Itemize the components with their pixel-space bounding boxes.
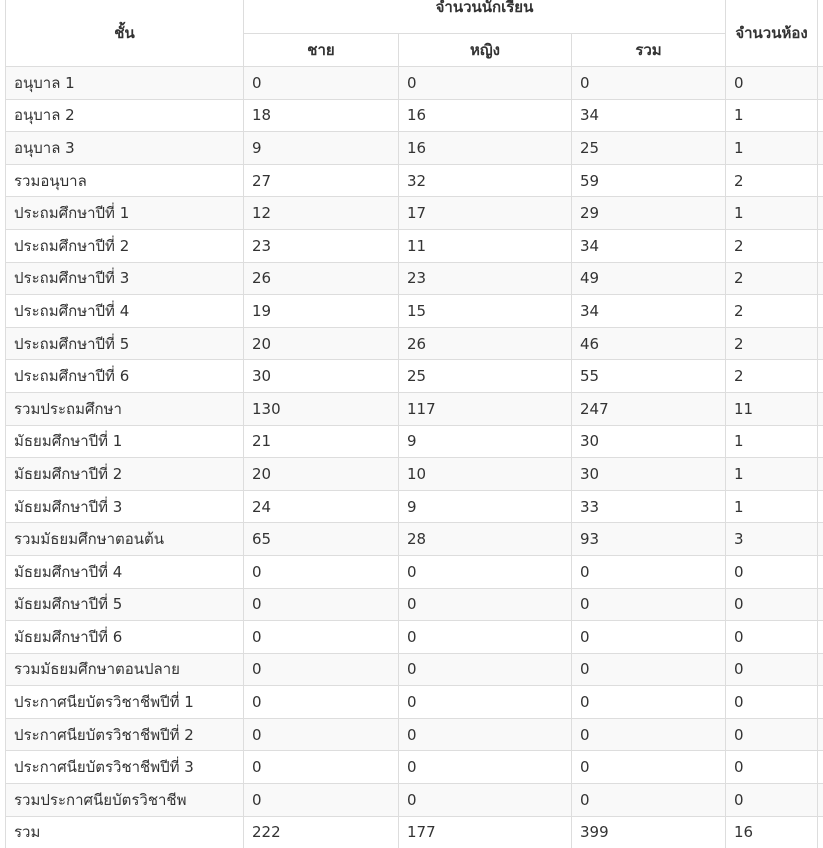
cell-level: รวมประถมศึกษา xyxy=(6,392,244,425)
cell-level: ประถมศึกษาปีที่ 4 xyxy=(6,295,244,328)
header-extra xyxy=(818,0,823,67)
cell-male: 24 xyxy=(244,490,399,523)
cell-total: 34 xyxy=(572,295,726,328)
cell-total: 0 xyxy=(572,751,726,784)
table-row xyxy=(6,99,823,132)
cell-total: 0 xyxy=(572,67,726,100)
cell-extra xyxy=(818,653,823,686)
cell-female: 0 xyxy=(399,555,572,588)
cell-extra xyxy=(818,425,823,458)
cell-level: ประถมศึกษาปีที่ 6 xyxy=(6,360,244,393)
cell-male: 19 xyxy=(244,295,399,328)
cell-rooms: 2 xyxy=(726,164,818,197)
header-total: รวม xyxy=(572,34,726,67)
header-female: หญิง xyxy=(399,34,572,67)
student-stats-table xyxy=(5,0,823,848)
cell-level: ประกาศนียบัตรวิชาชีพปีที่ 1 xyxy=(6,686,244,719)
cell-total: 49 xyxy=(572,262,726,295)
cell-total: 34 xyxy=(572,229,726,262)
cell-extra xyxy=(818,67,823,100)
cell-extra xyxy=(818,621,823,654)
table-row xyxy=(6,523,823,556)
cell-rooms: 1 xyxy=(726,458,818,491)
cell-total: 46 xyxy=(572,327,726,360)
cell-rooms: 1 xyxy=(726,99,818,132)
cell-total: 30 xyxy=(572,425,726,458)
cell-female: 0 xyxy=(399,686,572,719)
table-row xyxy=(6,392,823,425)
cell-extra xyxy=(818,164,823,197)
cell-female: 9 xyxy=(399,425,572,458)
cell-level: มัธยมศึกษาปีที่ 6 xyxy=(6,621,244,654)
cell-level: มัธยมศึกษาปีที่ 1 xyxy=(6,425,244,458)
cell-rooms: 2 xyxy=(726,229,818,262)
table-row xyxy=(6,490,823,523)
cell-female: 0 xyxy=(399,67,572,100)
cell-extra xyxy=(818,490,823,523)
cell-female: 16 xyxy=(399,132,572,165)
cell-level: ประกาศนียบัตรวิชาชีพปีที่ 2 xyxy=(6,718,244,751)
cell-male: 23 xyxy=(244,229,399,262)
cell-level: ประถมศึกษาปีที่ 1 xyxy=(6,197,244,230)
cell-female: 16 xyxy=(399,99,572,132)
cell-rooms: 0 xyxy=(726,718,818,751)
cell-male: 9 xyxy=(244,132,399,165)
cell-total: 399 xyxy=(572,816,726,848)
cell-rooms: 3 xyxy=(726,523,818,556)
table-row xyxy=(6,621,823,654)
cell-extra xyxy=(818,555,823,588)
table-row xyxy=(6,816,823,848)
cell-level: รวม xyxy=(6,816,244,848)
table-row xyxy=(6,751,823,784)
cell-total: 93 xyxy=(572,523,726,556)
cell-level: อนุบาล 3 xyxy=(6,132,244,165)
cell-male: 18 xyxy=(244,99,399,132)
cell-extra xyxy=(818,458,823,491)
table-header xyxy=(6,0,823,67)
cell-male: 0 xyxy=(244,588,399,621)
cell-total: 247 xyxy=(572,392,726,425)
cell-male: 0 xyxy=(244,67,399,100)
cell-rooms: 2 xyxy=(726,327,818,360)
cell-level: รวมมัธยมศึกษาตอนต้น xyxy=(6,523,244,556)
cell-level: อนุบาล 2 xyxy=(6,99,244,132)
table-row xyxy=(6,295,823,328)
cell-rooms: 0 xyxy=(726,621,818,654)
cell-rooms: 2 xyxy=(726,262,818,295)
table-row xyxy=(6,132,823,165)
cell-male: 20 xyxy=(244,327,399,360)
cell-extra xyxy=(818,132,823,165)
cell-male: 12 xyxy=(244,197,399,230)
cell-male: 222 xyxy=(244,816,399,848)
cell-female: 28 xyxy=(399,523,572,556)
cell-total: 0 xyxy=(572,718,726,751)
table-row xyxy=(6,784,823,817)
table-row xyxy=(6,458,823,491)
cell-extra xyxy=(818,751,823,784)
cell-extra xyxy=(818,360,823,393)
cell-male: 27 xyxy=(244,164,399,197)
cell-female: 23 xyxy=(399,262,572,295)
cell-rooms: 0 xyxy=(726,653,818,686)
cell-female: 9 xyxy=(399,490,572,523)
cell-extra xyxy=(818,718,823,751)
cell-total: 34 xyxy=(572,99,726,132)
cell-male: 0 xyxy=(244,555,399,588)
cell-total: 59 xyxy=(572,164,726,197)
cell-total: 30 xyxy=(572,458,726,491)
cell-level: มัธยมศึกษาปีที่ 4 xyxy=(6,555,244,588)
cell-female: 25 xyxy=(399,360,572,393)
cell-male: 0 xyxy=(244,784,399,817)
table-row xyxy=(6,653,823,686)
table-row xyxy=(6,262,823,295)
cell-rooms: 0 xyxy=(726,751,818,784)
cell-total: 0 xyxy=(572,686,726,719)
cell-level: มัธยมศึกษาปีที่ 5 xyxy=(6,588,244,621)
cell-level: รวมอนุบาล xyxy=(6,164,244,197)
cell-level: มัธยมศึกษาปีที่ 3 xyxy=(6,490,244,523)
table-row xyxy=(6,718,823,751)
header-students: จำนวนนักเรียน xyxy=(244,0,726,34)
cell-extra xyxy=(818,588,823,621)
cell-female: 177 xyxy=(399,816,572,848)
table-row xyxy=(6,327,823,360)
cell-female: 0 xyxy=(399,588,572,621)
cell-male: 130 xyxy=(244,392,399,425)
table-row xyxy=(6,360,823,393)
cell-total: 0 xyxy=(572,653,726,686)
cell-extra xyxy=(818,686,823,719)
cell-level: อนุบาล 1 xyxy=(6,67,244,100)
cell-extra xyxy=(818,229,823,262)
cell-extra xyxy=(818,523,823,556)
cell-total: 0 xyxy=(572,555,726,588)
cell-total: 0 xyxy=(572,621,726,654)
cell-rooms: 1 xyxy=(726,490,818,523)
cell-female: 15 xyxy=(399,295,572,328)
table-row xyxy=(6,229,823,262)
cell-male: 30 xyxy=(244,360,399,393)
cell-level: ประถมศึกษาปีที่ 2 xyxy=(6,229,244,262)
cell-female: 32 xyxy=(399,164,572,197)
cell-extra xyxy=(818,327,823,360)
cell-total: 25 xyxy=(572,132,726,165)
cell-rooms: 0 xyxy=(726,67,818,100)
cell-level: ประกาศนียบัตรวิชาชีพปีที่ 3 xyxy=(6,751,244,784)
cell-extra xyxy=(818,816,823,848)
cell-female: 11 xyxy=(399,229,572,262)
cell-female: 0 xyxy=(399,718,572,751)
cell-level: รวมมัธยมศึกษาตอนปลาย xyxy=(6,653,244,686)
cell-total: 0 xyxy=(572,588,726,621)
header-row-top xyxy=(6,0,823,34)
table-row xyxy=(6,686,823,719)
cell-rooms: 2 xyxy=(726,295,818,328)
cell-rooms: 0 xyxy=(726,686,818,719)
cell-male: 0 xyxy=(244,751,399,784)
header-male: ชาย xyxy=(244,34,399,67)
cell-level: ประถมศึกษาปีที่ 3 xyxy=(6,262,244,295)
cell-female: 0 xyxy=(399,751,572,784)
table-row xyxy=(6,197,823,230)
cell-total: 55 xyxy=(572,360,726,393)
cell-male: 0 xyxy=(244,718,399,751)
cell-level: ประถมศึกษาปีที่ 5 xyxy=(6,327,244,360)
cell-male: 26 xyxy=(244,262,399,295)
cell-female: 17 xyxy=(399,197,572,230)
table-row xyxy=(6,588,823,621)
cell-rooms: 1 xyxy=(726,425,818,458)
table-row xyxy=(6,164,823,197)
student-stats-container xyxy=(5,0,823,848)
cell-rooms: 1 xyxy=(726,132,818,165)
cell-rooms: 0 xyxy=(726,555,818,588)
cell-extra xyxy=(818,392,823,425)
cell-rooms: 0 xyxy=(726,588,818,621)
cell-total: 0 xyxy=(572,784,726,817)
cell-total: 33 xyxy=(572,490,726,523)
cell-level: มัธยมศึกษาปีที่ 2 xyxy=(6,458,244,491)
cell-rooms: 11 xyxy=(726,392,818,425)
cell-male: 0 xyxy=(244,653,399,686)
cell-extra xyxy=(818,295,823,328)
cell-male: 21 xyxy=(244,425,399,458)
cell-extra xyxy=(818,99,823,132)
cell-male: 0 xyxy=(244,621,399,654)
table-row xyxy=(6,555,823,588)
header-level: ชั้น xyxy=(6,0,244,67)
cell-male: 65 xyxy=(244,523,399,556)
cell-rooms: 16 xyxy=(726,816,818,848)
cell-female: 10 xyxy=(399,458,572,491)
cell-extra xyxy=(818,784,823,817)
cell-male: 0 xyxy=(244,686,399,719)
cell-female: 0 xyxy=(399,784,572,817)
cell-female: 0 xyxy=(399,653,572,686)
cell-female: 0 xyxy=(399,621,572,654)
cell-level: รวมประกาศนียบัตรวิชาชีพ xyxy=(6,784,244,817)
cell-female: 26 xyxy=(399,327,572,360)
cell-male: 20 xyxy=(244,458,399,491)
cell-extra xyxy=(818,197,823,230)
cell-female: 117 xyxy=(399,392,572,425)
cell-rooms: 2 xyxy=(726,360,818,393)
table-body xyxy=(6,67,823,848)
cell-extra xyxy=(818,262,823,295)
cell-rooms: 1 xyxy=(726,197,818,230)
table-row xyxy=(6,67,823,100)
table-row xyxy=(6,425,823,458)
header-rooms: จำนวนห้อง xyxy=(726,0,818,67)
cell-rooms: 0 xyxy=(726,784,818,817)
cell-total: 29 xyxy=(572,197,726,230)
